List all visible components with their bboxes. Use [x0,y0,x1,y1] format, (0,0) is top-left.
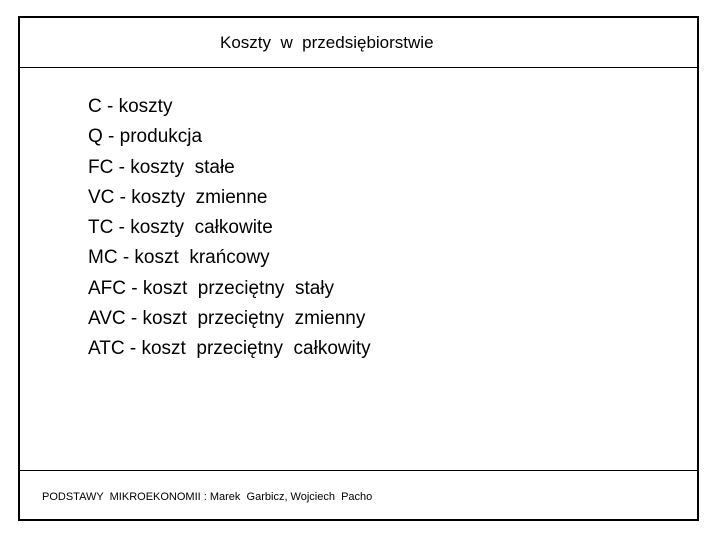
footer-text: PODSTAWY MIKROEKONOMII : Marek Garbicz, Wojciech Pacho [42,491,373,503]
list-item: AFC - koszt przeciętny stały [88,277,335,299]
list-item: FC - koszty stałe [88,156,235,178]
slide-title: Koszty w przedsiębiorstwie [220,33,434,52]
list-item: VC - koszty zmienne [88,186,268,208]
footer-bar [20,470,697,521]
list-item: ATC - koszt przeciętny całkowity [88,338,371,360]
definitions-list [88,96,371,369]
list-item: MC - koszt krańcowy [88,247,270,269]
list-item: AVC - koszt przeciętny zmienny [88,308,366,330]
list-item: C - koszty [88,96,173,117]
list-item: TC - koszty całkowite [88,217,273,239]
slide-frame [18,16,699,521]
list-item: Q - produkcja [88,126,203,148]
title-bar [20,18,697,68]
